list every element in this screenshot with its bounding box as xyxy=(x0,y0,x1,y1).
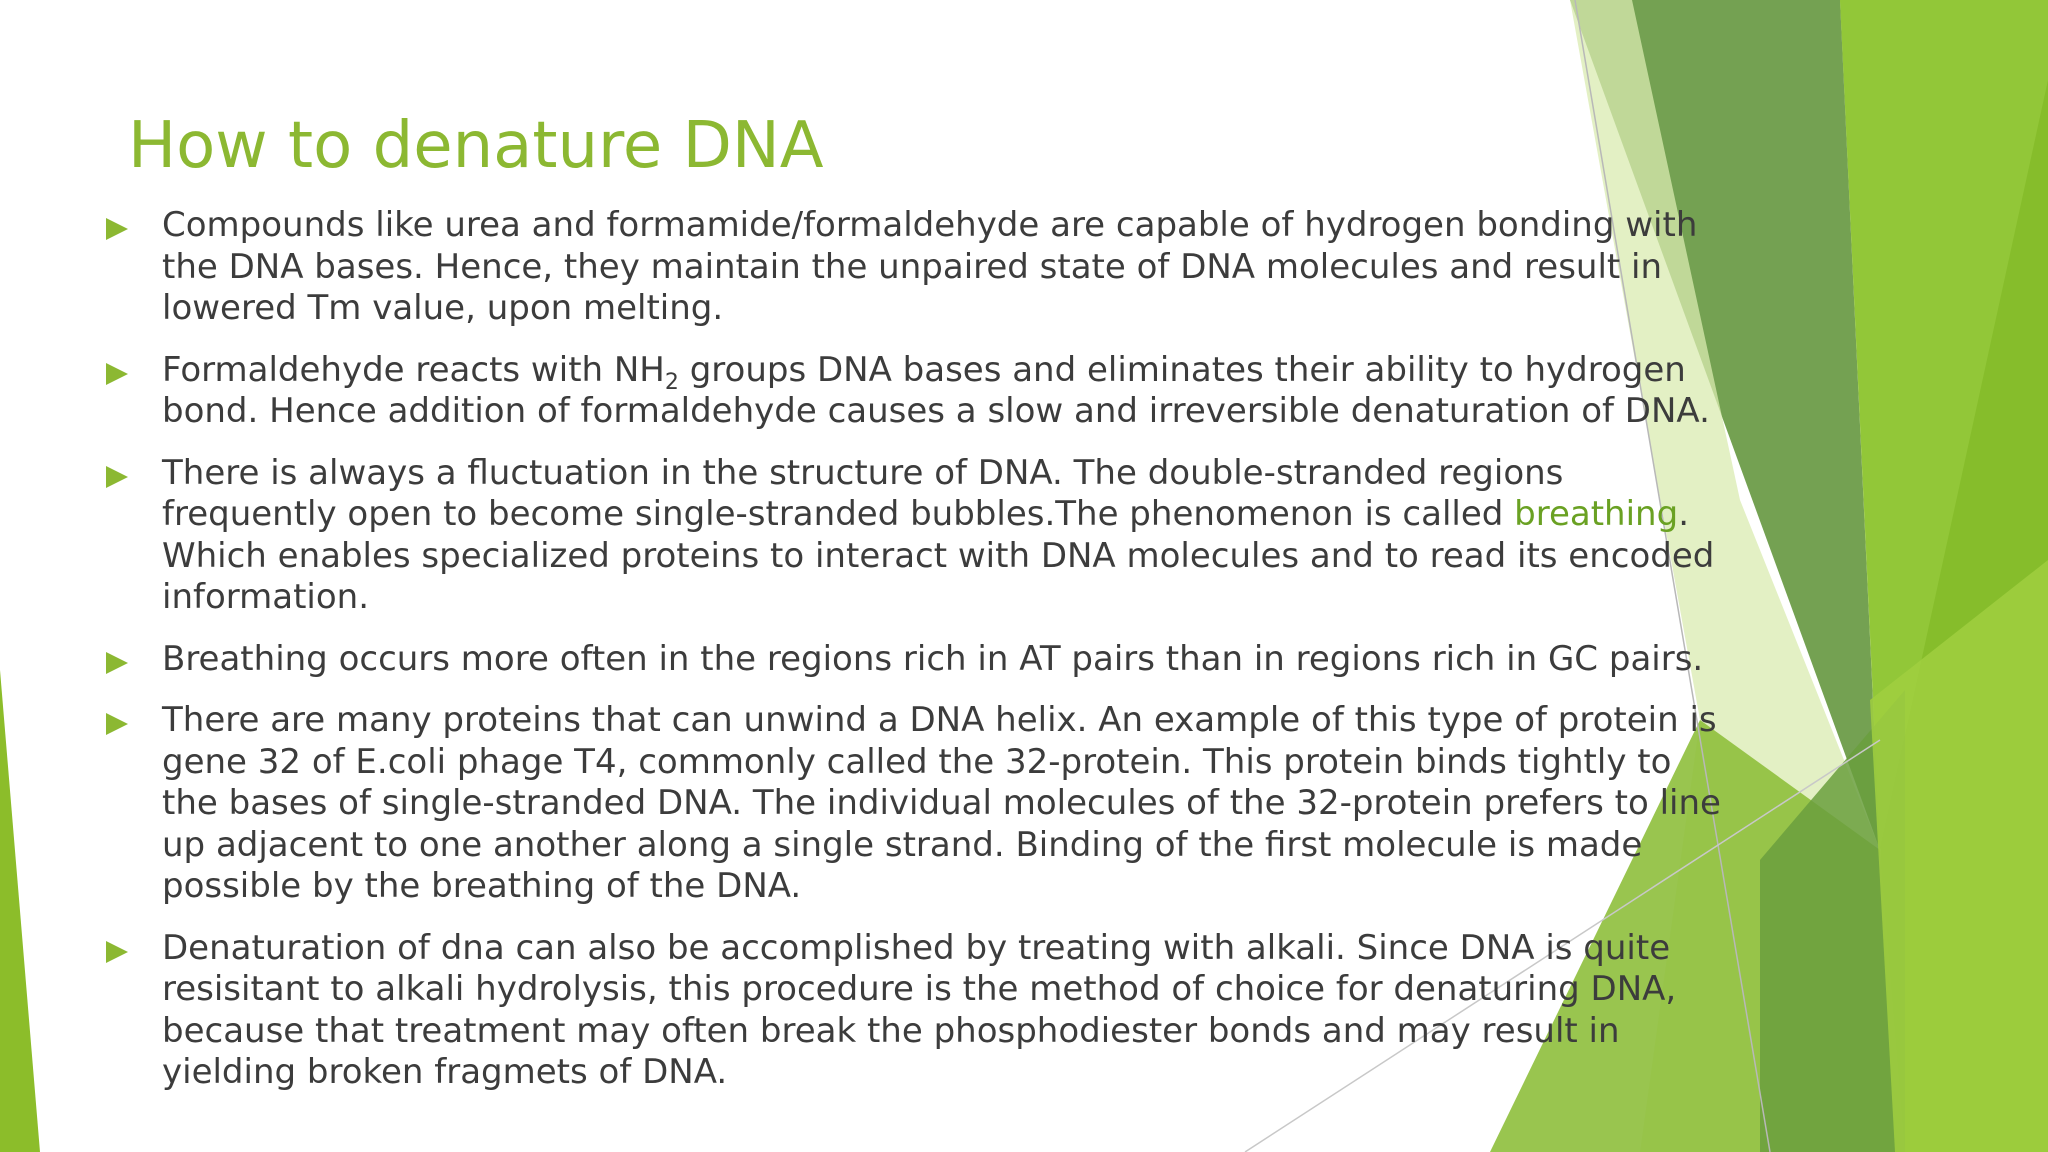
bullet-line: because that treatment may often break the phosphodiester bonds and may result in xyxy=(162,1010,1620,1051)
bullet-list xyxy=(104,205,1764,1114)
bullet-line: the bases of single-stranded DNA. The individual molecules of the 32-protein prefers to line xyxy=(162,783,1721,823)
slide-title: How to denature DNA xyxy=(128,109,824,183)
text-segment: . xyxy=(1678,494,1689,534)
bullet-line: yielding broken fragmets of DNA. xyxy=(162,1052,728,1092)
bullet-item-breathing xyxy=(104,453,1764,619)
bullet-line: up adjacent to one another along a single strand. Binding of the first molecule is made xyxy=(162,824,1643,865)
bullet-line: resisitant to alkali hydrolysis, this procedure is the method of choice for denaturing DNA, xyxy=(162,969,1677,1009)
bullet-line: possible by the breathing of the DNA. xyxy=(162,866,802,906)
triangle-right-icon xyxy=(106,466,128,488)
triangle-right-icon xyxy=(106,363,128,385)
bullet-line: Compounds like urea and formamide/formaldehyde are capable of hydrogen bonding with xyxy=(162,205,1698,245)
bullet-item-alkali xyxy=(104,928,1764,1094)
text-segment: frequently open to become single-stranded bubbles.The phenomenon is called xyxy=(162,494,1515,534)
bullet-line: information. xyxy=(162,577,370,617)
bullet-item-denaturants xyxy=(104,205,1764,330)
bullet-line: lowered Tm value, upon melting. xyxy=(162,288,724,328)
triangle-right-icon xyxy=(106,218,128,240)
bullet-line: gene 32 of E.coli phage T4, commonly called the 32-protein. This protein binds tightly to xyxy=(162,741,1672,782)
bullet-item-proteins xyxy=(104,700,1764,908)
text-segment: groups DNA bases and eliminates their ability to hydrogen xyxy=(678,349,1686,390)
subscript: 2 xyxy=(664,369,679,395)
bullet-line xyxy=(162,349,1764,395)
triangle-right-icon xyxy=(106,941,128,963)
bullet-line xyxy=(162,494,1764,536)
triangle-right-icon xyxy=(106,713,128,735)
bullet-line: Which enables specialized proteins to interact with DNA molecules and to read its encoded xyxy=(162,535,1715,576)
bullet-line: There is always a fluctuation in the structure of DNA. The double-stranded regions xyxy=(162,452,1564,493)
highlighted-term: breathing xyxy=(1514,494,1679,534)
bullet-line: the DNA bases. Hence, they maintain the unpaired state of DNA molecules and result in xyxy=(162,246,1663,287)
triangle-right-icon xyxy=(106,652,128,674)
left-accent-shape xyxy=(0,670,40,1152)
bullet-line: Breathing occurs more often in the regions rich in AT pairs than in regions rich in GC pairs. xyxy=(162,638,1704,679)
text-segment: Formaldehyde reacts with NH xyxy=(162,349,665,390)
bullet-line: Denaturation of dna can also be accomplished by treating with alkali. Since DNA is quite xyxy=(162,927,1671,968)
bullet-line: bond. Hence addition of formaldehyde causes a slow and irreversible denaturation of DNA. xyxy=(162,391,1710,431)
bullet-line: There are many proteins that can unwind a DNA helix. An example of this type of protein is xyxy=(162,700,1717,740)
bullet-item-formaldehyde xyxy=(104,350,1764,433)
bullet-item-at-gc xyxy=(104,639,1764,681)
